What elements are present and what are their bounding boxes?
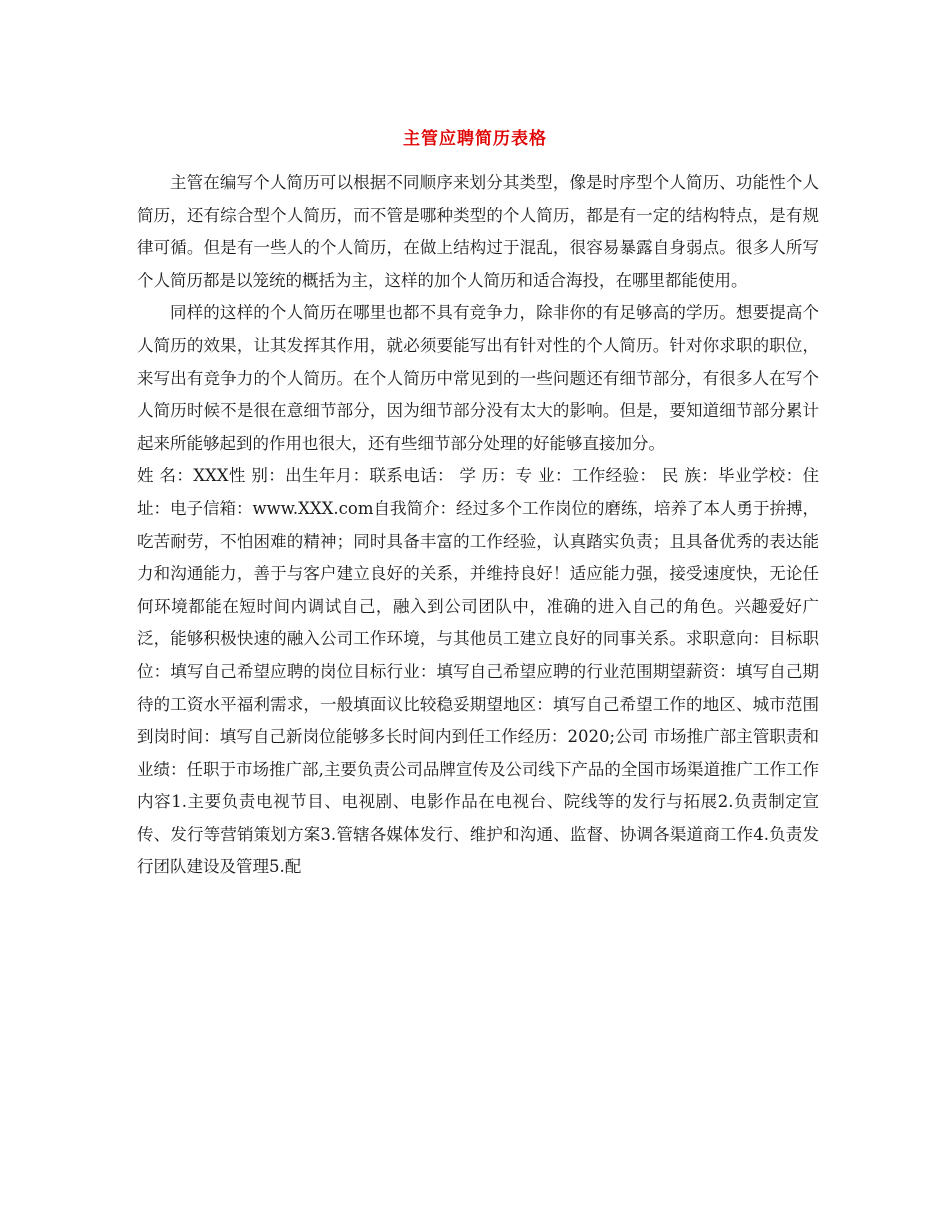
paragraph-intro: 主管在编写个人简历可以根据不同顺序来划分其类型，像是时序型个人简历、功能性个人简历，还有综合型个人简历，而不管是哪种类型的个人简历，都是有一定的结构特点，是有规律可循。但是有一些人的个人简历，在做上结构过于混乱，很容易暴露自身弱点。很多人所写个人简历都是以笼统的概括为主，这样的加个人简历和适合海投，在哪里都能使用。 xyxy=(137,173,819,290)
paragraph-details: 同样的这样的个人简历在哪里也都不具有竞争力，除非你的有足够高的学历。想要提高个人简历的效果，让其发挥其作用，就必须要能写出有针对性的个人简历。针对你求职的职位，来写出有竞争力的个人简历。在个人简历中常见到的一些问题还有细节部分，有很多人在写个人简历时候不是很在意细节部分，因为细节部分没有太大的影响。但是，要知道细节部分累计起来所能够起到的作用也很大，还有些细节部分处理的好能够直接加分。 xyxy=(137,303,819,453)
document-title: 主管应聘简历表格 xyxy=(403,129,547,149)
document-body xyxy=(137,167,819,884)
paragraph-resume-fields: 姓 名：XXX性 别：出生年月：联系电话： 学 历：专 业：工作经验： 民 族：毕业学校：住 址：电子信箱：www.XXX.com自我简介：经过多个工作岗位的磨练，培养了本人勇于拚搏，吃苦耐劳，不怕困难的精神；同时具备丰富的工作经验，认真踏实负责；且具备优秀的表达能力和沟通能力，善于与客户建立良好的关系，并维持良好！适应能力强，接受速度快，无论任何环境都能在短时间内调试自己，融入到公司团队中，准确的进入自己的角色。兴趣爱好广泛，能够积极快速的融入公司工作环境，与其他员工建立良好的同事关系。求职意向：目标职位：填写自己希望应聘的岗位目标行业：填写自己希望应聘的行业范围期望薪资：填写自己期待的工资水平福利需求，一般填面议比较稳妥期望地区：填写自己希望工作的地区、城市范围到岗时间：填写自己新岗位能够多长时间内到任工作经历：2020;公司 市场推广部主管职责和业绩：任职于市场推广部,主要负责公司品牌宣传及公司线下产品的全国市场渠道推广工作工作内容1.主要负责电视节目、电视剧、电影作品在电视台、院线等的发行与拓展2.负责制定宣传、发行等营销策划方案3.管辖各媒体发行、维护和沟通、监督、协调各渠道商工作4.负责发行团队建设及管理5.配 xyxy=(137,466,819,877)
